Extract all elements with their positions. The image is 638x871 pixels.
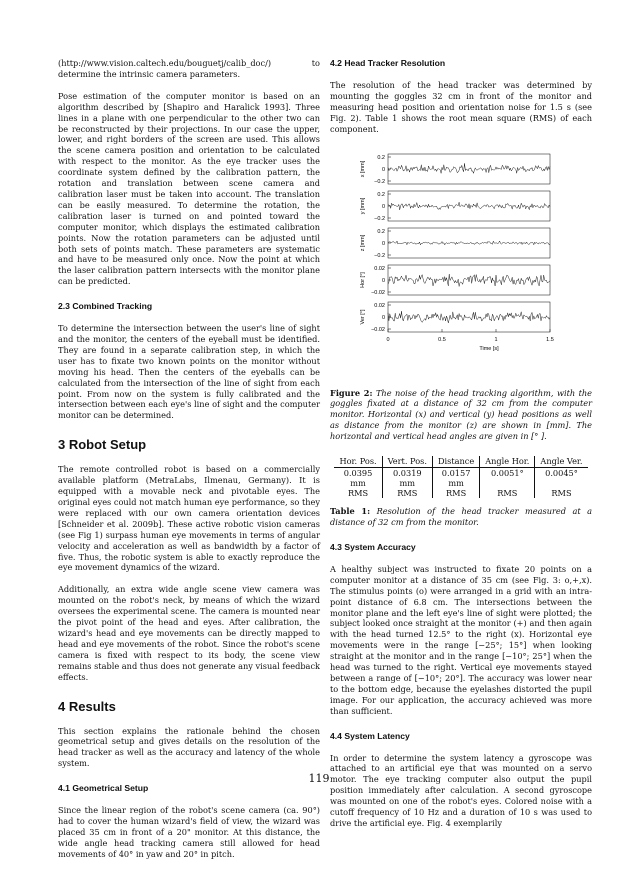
x-tick-label: 0	[386, 336, 390, 343]
noise-series-line	[388, 311, 550, 323]
paragraph-results-intro: This section explains the rationale behind the chosen geometrical setup and gives details on the resolution of the head tracker as well as the accuracy and latency of the whole system.	[58, 725, 320, 769]
y-tick-label: −0.2	[374, 252, 385, 259]
y-tick-label: 0.2	[377, 228, 385, 235]
y-tick-label: 0	[381, 314, 385, 321]
table-cell: RMS	[382, 488, 432, 498]
paragraph-combined-tracking: To determine the intersection between the user's line of sight and the monitor, the centers of the eyeball must be identified. They are found in a separate calibration step, in which the user has to fixate two known points on the monitor without moving his head. Then the centers of the eyeballs can be calculated from the intersection of the line of sight from each point. From now on the system is fully calibrated and the intersection between each eye's line of sight and the computer monitor can be determined.	[58, 323, 320, 421]
table-1-caption-text: Resolution of the head tracker measured at a distance of 32 cm from the monitor.	[330, 506, 592, 527]
figure-2-noise-plot	[330, 146, 592, 378]
paragraph-system-accuracy: A healthy subject was instructed to fixate 20 points on a computer monitor at a distance of 35 cm (see Fig. 3: o,+,x). The stimulus points (o) were arranged in a grid with an intra-point distance of 6.8 cm. The intersections between the monitor plane and the left eye's line of sight were plotted; the subject looked once straight at the monitor (+) and then again with the head turned 12.5° to the right (x). Horizontal eye movements were in the range [−25°; 15°] when looking straight at the monitor and in the range [−10°; 25°] when the head was turned to the right. Vertical eye movements stayed between a range of [−10°; 20°]. The accuracy was lower near to the bottom edge, because the eyelashes distorted the pupil image. For our application, the accuracy achieved was more than sufficient.	[330, 563, 592, 716]
table-1-label: Table 1:	[330, 506, 371, 517]
page-number: 119	[308, 772, 330, 785]
y-axis-label: z [mm]	[360, 234, 366, 251]
heading-4-3: 4.3 System Accuracy	[330, 541, 416, 552]
table-header: Angle Hor.	[480, 456, 535, 468]
table-cell: RMS	[535, 488, 588, 498]
y-tick-label: −0.02	[371, 326, 385, 333]
table-1-caption	[330, 506, 592, 528]
heading-4-1: 4.1 Geometrical Setup	[58, 783, 149, 794]
heading-4-2: 4.2 Head Tracker Resolution	[330, 58, 446, 68]
paragraph-robot-platform: The remote controlled robot is based on a commercially available platform (MetraLabs, Ilmenau, Germany). It is equipped with a movable neck and pivotable eyes. The original eyes could not match human eye performance, so they were replaced with our own camera orientation devices [Schneider et al. 2009b]. These active robotic vision cameras (see Fig 1) surpass human eye movements in terms of angular velocity and acceleration as well as bandwidth by a factor of five. Thus, the robotic system is able to exactly reproduce the eye movement dynamics of the wizard.	[58, 464, 320, 573]
paragraph-url: (http://www.vision.caltech.edu/bouguetj/calib_doc/) to determine the intrinsic camera parameters.	[58, 58, 320, 79]
figure-2-caption-text: The noise of the head tracking algorithm, with the goggles fixated at a distance of 32 cm from the computer monitor. Horizontal (x) and vertical (y) head positions as well as distance from the monitor (z) are shown in [mm]. The horizontal and vertical head angles are given in [° ].	[330, 387, 592, 442]
table-header: Hor. Pos.	[334, 456, 382, 468]
table-header-row	[334, 456, 587, 468]
table-cell: 0.0395	[343, 468, 373, 479]
table-cell: mm	[382, 478, 432, 488]
y-tick-label: 0	[381, 277, 385, 284]
x-axis-label: Time [s]	[479, 345, 499, 352]
y-tick-label: −0.02	[371, 289, 385, 296]
paragraph-system-latency: In order to determine the system latency a gyroscope was attached to an artificial eye that was mounted on a servo motor. The eye tracking computer also output the pupil position immediately after calculation. A second gyroscope was mounted on one of the robot's eyes. Colored noise with a cutoff frequency of 10 Hz and a duration of 10 s was used to drive the artificial eye. Fig. 4 exemplarily	[330, 752, 592, 828]
table-header: Angle Ver.	[535, 456, 588, 468]
figure-2-label: Figure 2:	[330, 387, 373, 398]
heading-3: 3 Robot Setup	[58, 437, 147, 453]
y-tick-label: 0.2	[377, 154, 385, 161]
y-tick-label: 0	[381, 203, 385, 210]
y-tick-label: 0.02	[374, 302, 385, 309]
table-cell: 0.0051°	[480, 468, 535, 479]
table-1	[334, 456, 587, 498]
x-tick-label: 1.5	[546, 336, 554, 343]
y-tick-label: 0.2	[377, 191, 385, 198]
x-tick-label: 0.5	[438, 336, 446, 343]
paragraph-pose-estimation: Pose estimation of the computer monitor is based on an algorithm described by [Shapiro and Haralick 1993]. Three lines in a plane with one perpendicular to the other two can be reconstructed by their projections. In our case the upper, lower, and right borders of the screen are used. This allows the scene camera position and orientation to be calculated with respect to the monitor. As the eye tracker uses the coordinate system defined by the calibration pattern, the rotation and translation between scene camera and calibration laser must be taken into account. The translation can be easily measured. To determine the rotation, the calibration laser is turned on and pointed toward the computer monitor, which displays the estimated calibration points. Now the rotation parameters can be adjusted until both sets of points match. These parameters are systematic and have to be measured only once. Now the point at which the laser calibration pattern intersects with the monitor plane can be predicted.	[58, 90, 320, 287]
y-axis-label: Hor [°]	[360, 271, 366, 288]
table-cell: 0.0157	[432, 468, 479, 479]
table-cell: 0.0045°	[535, 468, 588, 479]
y-tick-label: 0	[381, 166, 385, 173]
table-cell: 0.0319	[382, 468, 432, 479]
heading-4-4: 4.4 System Latency	[330, 730, 410, 741]
heading-4: 4 Results	[58, 698, 116, 714]
y-axis-label: x [mm]	[360, 160, 366, 177]
paragraph-scene-camera: Additionally, an extra wide angle scene view camera was mounted on the robot's neck, by means of which the wizard oversees the experimental scene. The camera is mounted near the pivot point of the head and eyes. After calibration, the wizard's head and eye movements can be directly mapped to head and eye movements of the robot. Since the robot's scene camera is fixed with respect to its body, the scene view remains stable and thus does not generate any visual feedback effects.	[58, 584, 320, 682]
table-cell: RMS	[347, 488, 369, 499]
y-axis-label: Ver [°]	[360, 309, 366, 325]
y-tick-label: 0.02	[374, 265, 385, 272]
y-tick-label: −0.2	[374, 178, 385, 185]
table-cell: RMS	[432, 488, 479, 498]
table-row	[334, 468, 587, 479]
table-cell: mm	[350, 478, 366, 489]
noise-series-line	[388, 163, 550, 173]
x-tick-label: 1	[494, 336, 498, 343]
table-cell	[480, 478, 535, 488]
table-cell: mm	[432, 478, 479, 488]
y-axis-label: y [mm]	[360, 197, 366, 214]
y-tick-label: −0.2	[374, 215, 385, 222]
table-row	[334, 478, 587, 488]
noise-series-line	[388, 241, 550, 245]
table-header: Vert. Pos.	[382, 456, 432, 468]
paragraph-head-tracker: The resolution of the head tracker was determined by mounting the goggles 32 cm in front of the monitor and measuring head position and orientation noise for 1.5 s (see Fig. 2). Table 1 shows the root mean square (RMS) of each component.	[330, 80, 592, 134]
noise-series-line	[388, 202, 550, 210]
heading-2-3: 2.3 Combined Tracking	[58, 301, 153, 312]
figure-2-caption	[330, 388, 592, 443]
table-cell	[535, 478, 588, 488]
right-column	[330, 58, 592, 840]
table-header: Distance	[432, 456, 479, 468]
noise-series-line	[388, 274, 550, 286]
table-cell: RMS	[480, 488, 535, 498]
table-row	[334, 488, 587, 498]
left-column	[58, 58, 320, 871]
paragraph-geometrical-setup: Since the linear region of the robot's scene camera (ca. 90°) had to cover the human wizard's field of view, the wizard was placed 35 cm in front of a 20" monitor. At this distance, the wide angle head tracking camera still allowed for head movements of 40° in yaw and 20° in pitch.	[58, 805, 320, 859]
y-tick-label: 0	[381, 240, 385, 247]
